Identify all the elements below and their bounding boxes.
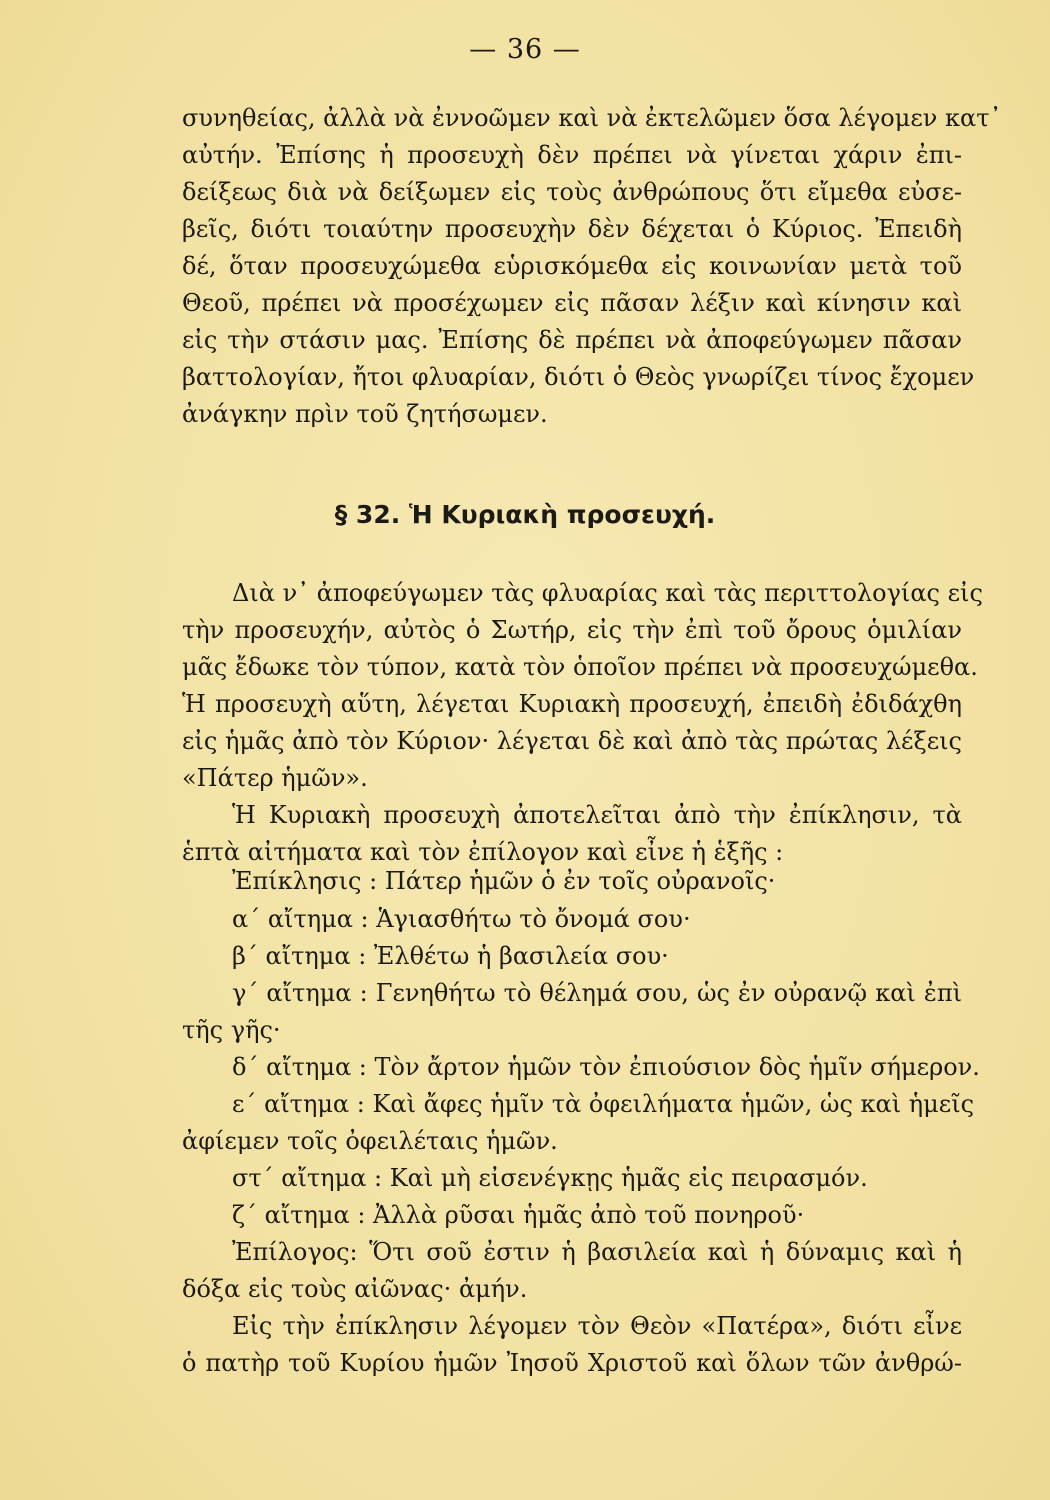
text-line: αὐτήν. Ἐπίσης ἡ προσευχὴ δὲν πρέπει νὰ γίνεται χάριν ἐπι- <box>182 141 962 169</box>
text-line: Ἡ προσευχὴ αὕτη, λέγεται Κυριακὴ προσευχή, ἐπειδὴ ἐδιδάχθη <box>182 690 962 718</box>
text-line: ὁ πατὴρ τοῦ Κυρίου ἡμῶν Ἰησοῦ Χριστοῦ καὶ ὅλων τῶν ἀνθρώ- <box>182 1349 962 1377</box>
text-line: ἀνάγκην πρὶν τοῦ ζητήσωμεν. <box>182 400 548 428</box>
prayer-line: β΄ αἴτημα : Ἐλθέτω ἡ βασιλεία σου· <box>232 942 669 970</box>
text-line: Ἡ Κυριακὴ προσευχὴ ἀποτελεῖται ἀπὸ τὴν ἐπίκλησιν, τὰ <box>232 801 962 829</box>
text-line: βαττολογίαν, ἤτοι φλυαρίαν, διότι ὁ Θεὸς γνωρίζει τίνος ἔχομεν <box>182 363 975 391</box>
section-heading: § 32. Ἡ Κυριακὴ προσευχή. <box>334 500 716 529</box>
text-line: βεῖς, διότι τοιαύτην προσευχὴν δὲν δέχεται ὁ Κύριος. Ἐπειδὴ <box>182 215 962 243</box>
text-line: συνηθείας, ἀλλὰ νὰ ἐννοῶμεν καὶ νὰ ἐκτελῶμεν ὅσα λέγομεν κατ᾽ <box>182 104 1002 132</box>
text-line: τὴν προσευχήν, αὐτὸς ὁ Σωτήρ, εἰς τὴν ἐπὶ τοῦ ὄρους ὁμιλίαν <box>182 616 962 644</box>
prayer-line: Ἐπίκλησις : Πάτερ ἡμῶν ὁ ἐν τοῖς οὐρανοῖς· <box>232 867 776 895</box>
text-line: Διὰ ν᾽ ἀποφεύγωμεν τὰς φλυαρίας καὶ τὰς περιττολογίας εἰς <box>232 579 983 607</box>
prayer-line: ε΄ αἴτημα : Καὶ ἄφες ἡμῖν τὰ ὀφειλήματα ἡμῶν, ὡς καὶ ἡμεῖς <box>232 1090 975 1118</box>
prayer-line: γ΄ αἴτημα : Γενηθήτω τὸ θέλημά σου, ὡς ἐν οὐρανῷ καὶ ἐπὶ <box>232 979 962 1007</box>
prayer-line: α΄ αἴτημα : Ἁγιασθήτω τὸ ὄνομά σου· <box>232 905 691 933</box>
prayer-line: ἀφίεμεν τοῖς ὀφειλέταις ἡμῶν. <box>182 1127 558 1155</box>
prayer-line: δ΄ αἴτημα : Τὸν ἄρτον ἡμῶν τὸν ἐπιούσιον δὸς ἡμῖν σήμερον. <box>232 1053 980 1081</box>
text-line: εἰς ἡμᾶς ἀπὸ τὸν Κύριον· λέγεται δὲ καὶ ἀπὸ τὰς πρώτας λέξεις <box>182 727 962 755</box>
text-line: εἰς τὴν στάσιν μας. Ἐπίσης δὲ πρέπει νὰ ἀποφεύγωμεν πᾶσαν <box>182 326 962 354</box>
page-number: — 36 — <box>469 34 581 65</box>
text-line: Θεοῦ, πρέπει νὰ προσέχωμεν εἰς πᾶσαν λέξιν καὶ κίνησιν καὶ <box>182 289 962 317</box>
text-line: μᾶς ἔδωκε τὸν τύπον, κατὰ τὸν ὁποῖον πρέπει νὰ προσευχώμεθα. <box>182 653 978 681</box>
prayer-line: τῆς γῆς· <box>182 1016 281 1044</box>
text-line: ἑπτὰ αἰτήματα καὶ τὸν ἐπίλογον καὶ εἶνε ἡ ἑξῆς : <box>182 838 784 866</box>
text-line: δέ, ὅταν προσευχώμεθα εὑρισκόμεθα εἰς κοινωνίαν μετὰ τοῦ <box>182 252 962 280</box>
prayer-line: ζ΄ αἴτημα : Ἀλλὰ ρῦσαι ἡμᾶς ἀπὸ τοῦ πονηροῦ· <box>232 1201 805 1229</box>
text-line: Εἰς τὴν ἐπίκλησιν λέγομεν τὸν Θεὸν «Πατέρα», διότι εἶνε <box>232 1312 962 1340</box>
prayer-line: στ΄ αἴτημα : Καὶ μὴ εἰσενέγκῃς ἡμᾶς εἰς πειρασμόν. <box>232 1164 868 1192</box>
text-line: δείξεως διὰ νὰ δείξωμεν εἰς τοὺς ἀνθρώπους ὅτι εἴμεθα εὐσε- <box>182 178 962 206</box>
prayer-line: Ἐπίλογος: Ὅτι σοῦ ἐστιν ἡ βασιλεία καὶ ἡ δύναμις καὶ ἡ <box>232 1238 962 1266</box>
prayer-line: δόξα εἰς τοὺς αἰῶνας· ἀμήν. <box>182 1275 528 1303</box>
text-line: «Πάτερ ἡμῶν». <box>182 764 368 792</box>
